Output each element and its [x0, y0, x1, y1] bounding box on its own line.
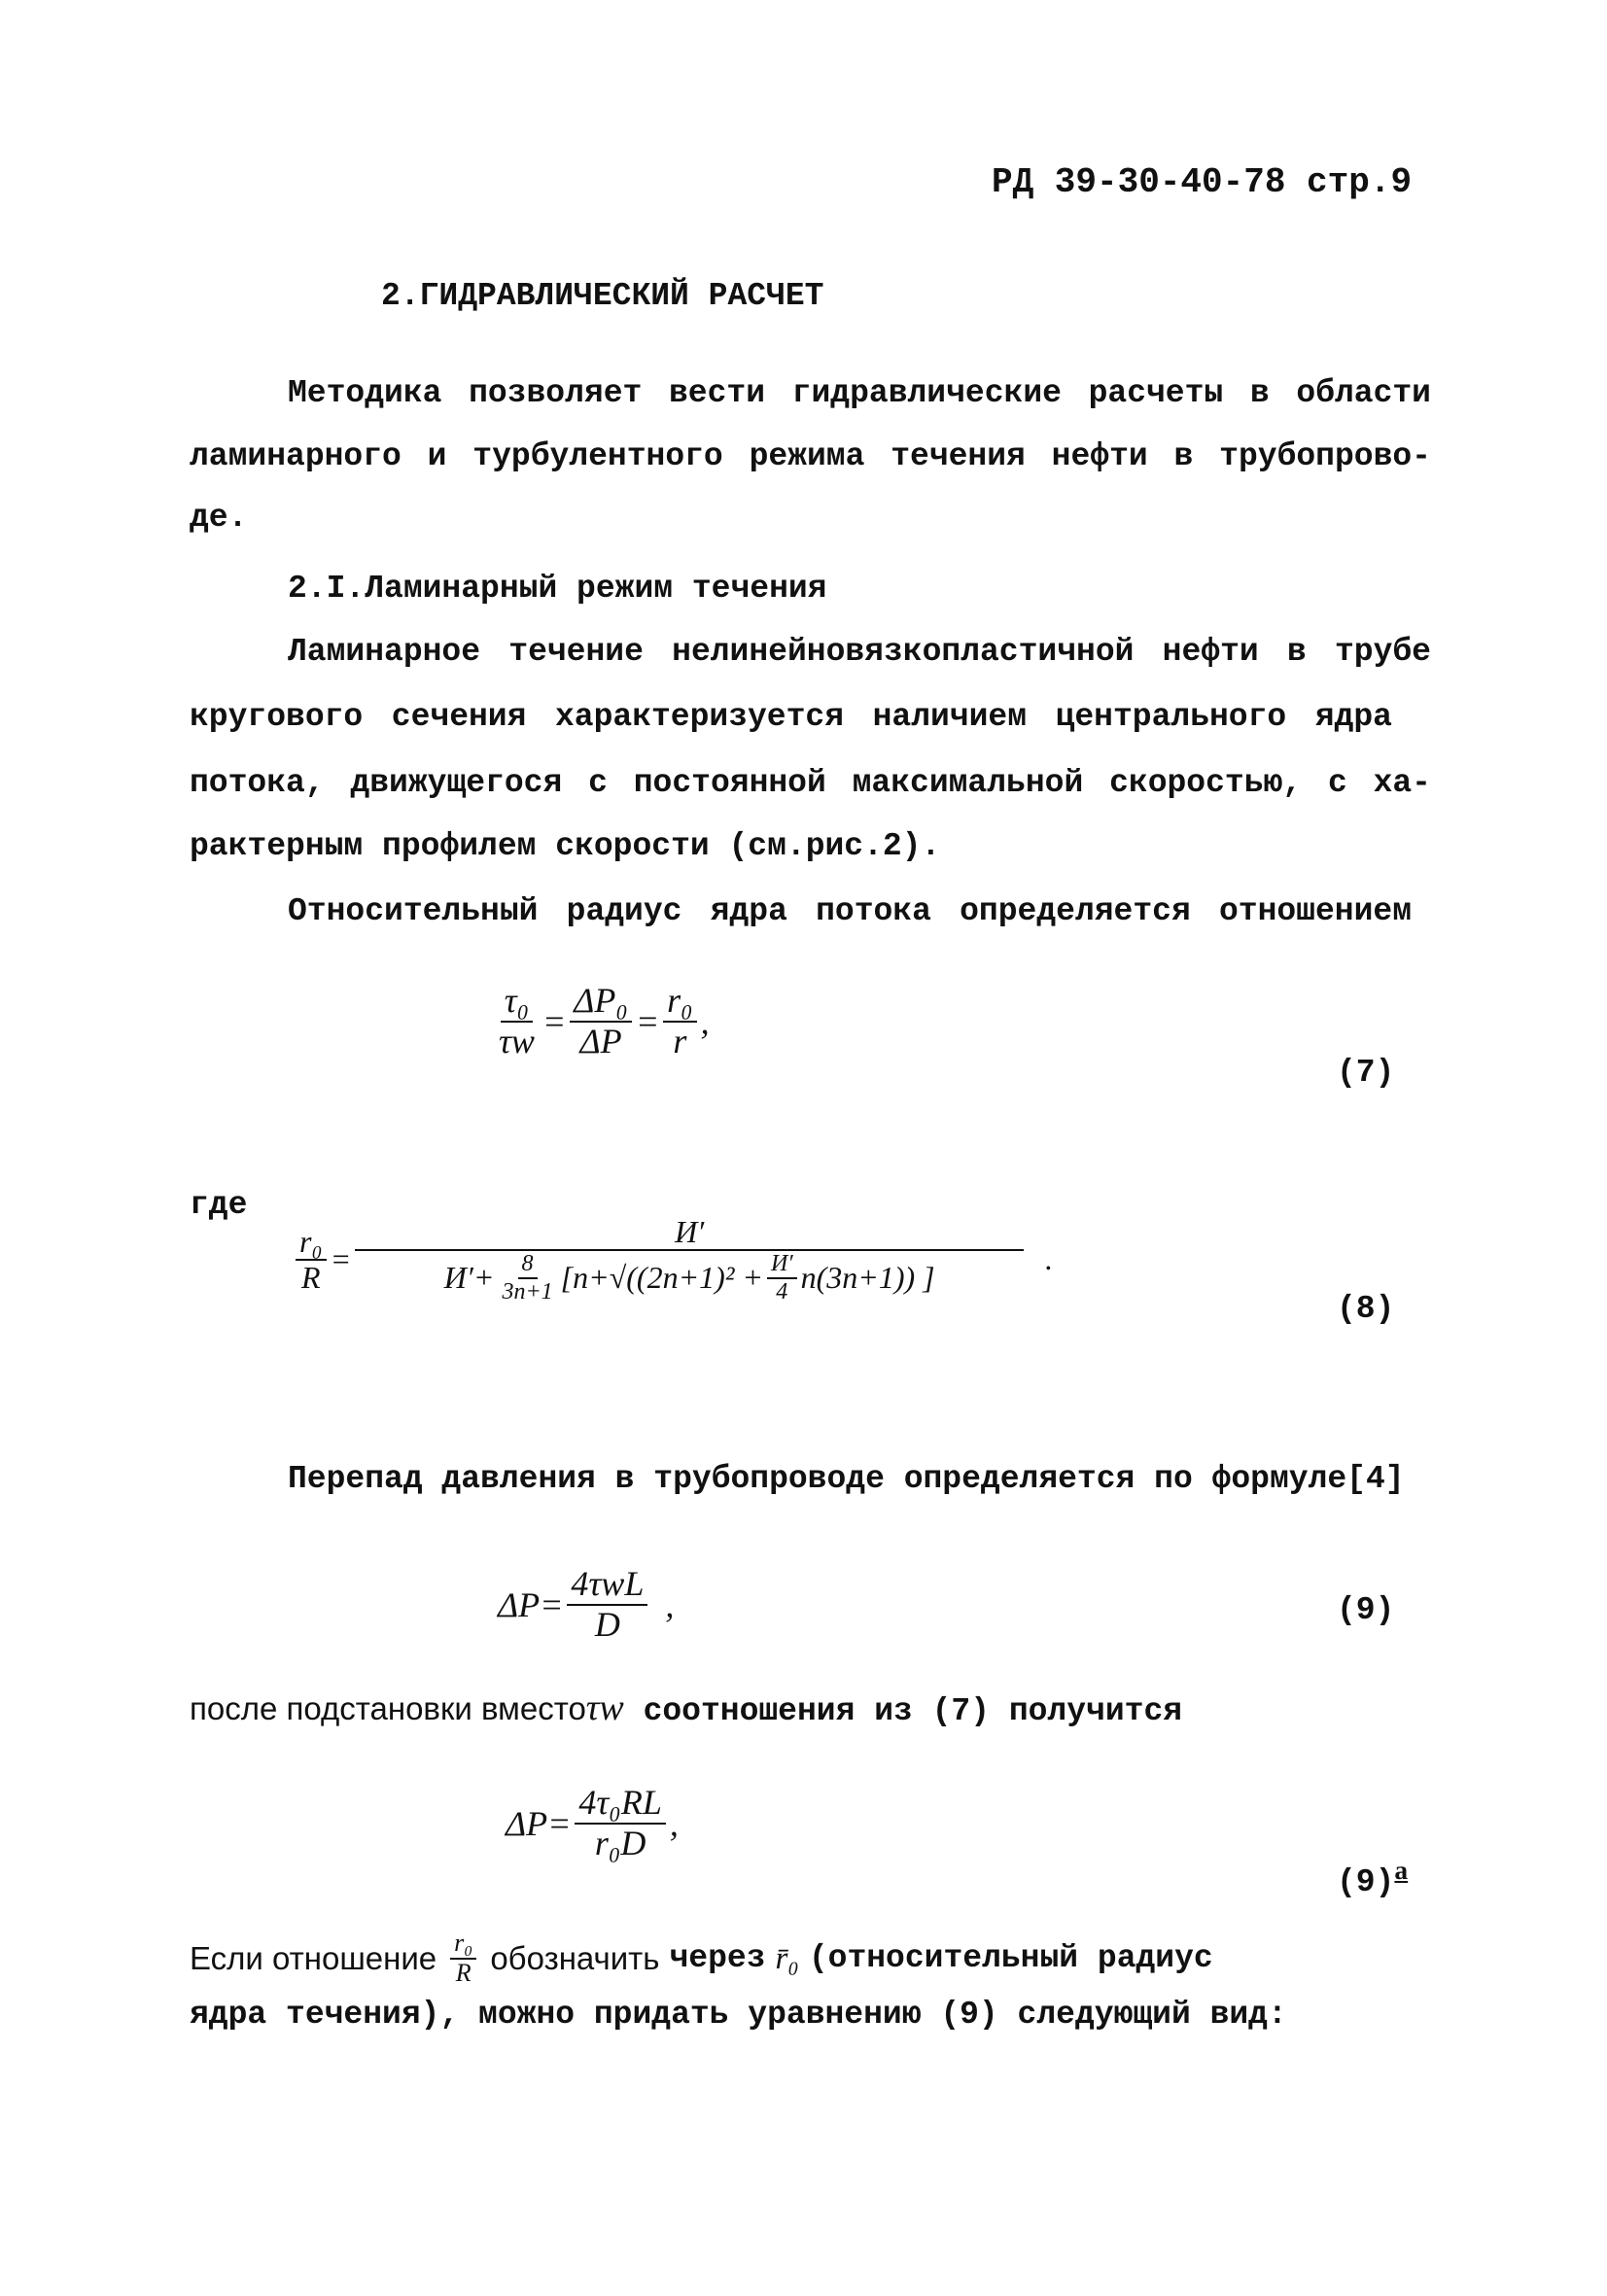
paragraph-line: ядра течения), можно придать уравнению (9) следующий вид:: [190, 1997, 1287, 2033]
fraction-denominator: R: [455, 1958, 472, 1987]
term: И′+: [443, 1259, 495, 1295]
fraction-numerator: 8: [518, 1251, 538, 1278]
fraction-numerator: r₀: [296, 1225, 327, 1261]
symbol: r̄₀: [775, 1940, 799, 1976]
term: ΔP=: [506, 1803, 572, 1843]
text: обозначить: [490, 1939, 660, 1976]
text: (относительный радиус: [808, 1939, 1213, 1976]
fraction-denominator: r₀D: [594, 1823, 646, 1862]
equation-punct: ,: [669, 1803, 679, 1843]
fraction-numerator: r₀: [450, 1930, 476, 1960]
equation-number: (7): [1337, 1055, 1395, 1091]
fraction-numerator: 4τwL: [567, 1565, 647, 1606]
equation-9: [498, 1565, 674, 1644]
fraction-denominator: 4: [776, 1278, 788, 1305]
fraction-numerator: И′: [355, 1215, 1024, 1251]
fraction-numerator: 4τ₀RL: [575, 1784, 665, 1825]
text: через: [669, 1939, 766, 1976]
equation-number: (9): [1337, 1592, 1395, 1628]
symbol: τw: [585, 1687, 624, 1728]
equation-8: $\frac{\text{r₀}}{R}$ = И′ И′+ $\frac{8}{3n+1}$ [n+√((2n+1)² + И′ 4 n(3n+1)) ] .: [292, 1215, 1053, 1305]
text: после подстановки вместо: [190, 1690, 586, 1726]
fraction-denominator: 3n+1: [502, 1278, 553, 1305]
fraction-numerator: τ₀: [501, 982, 533, 1023]
paragraph-line: Относительный радиус ядра потока определяется отношением: [288, 893, 1412, 929]
fraction-denominator: τw: [499, 1021, 535, 1061]
paragraph-line: рактерным профилем скорости (см.рис.2).: [190, 828, 941, 864]
document-code: РД 39-30-40-78 стр.9: [992, 162, 1413, 202]
paragraph-line: Методика позволяет вести гидравлические расчеты в области: [288, 375, 1431, 411]
paragraph-line: [190, 1688, 1182, 1731]
paragraph-line: Перепад давления в трубопроводе определяется по формуле[4]: [288, 1461, 1405, 1497]
equation-punct: .: [1045, 1241, 1054, 1277]
term: [n+√((2n+1)² +: [560, 1259, 763, 1295]
equation-7: $\frac{\text{τ₀}}{\tau w}$ = $\frac{\text{ΔP₀}}{\Delta P}$ = $\frac{\text{r₀}}{r}$ ,: [491, 982, 710, 1061]
section-title: 2.ГИДРАВЛИЧЕСКИЙ РАСЧЕТ: [381, 278, 824, 314]
term: ΔP=: [498, 1584, 564, 1624]
where-label: где: [190, 1187, 248, 1223]
paragraph-line: Ламинарное течение нелинейновязкопластичной нефти в трубе: [288, 634, 1431, 670]
text: соотношения из (7) получится: [643, 1693, 1183, 1729]
equation-9a: [506, 1784, 679, 1862]
paragraph-line: де.: [190, 500, 248, 536]
fraction-denominator: [440, 1251, 939, 1305]
fraction-denominator: r: [673, 1021, 687, 1061]
equation-number-text: (9): [1337, 1864, 1395, 1900]
fraction-denominator: R: [301, 1259, 321, 1295]
paragraph-line: кругового сечения характеризуется наличием центрального ядра: [190, 699, 1392, 735]
text: Если отношение: [190, 1939, 437, 1976]
paragraph-line: [190, 1930, 1213, 1987]
equation-punct: ,: [665, 1584, 675, 1624]
subsection-title: 2.I.Ламинарный режим течения: [288, 571, 827, 607]
fraction-numerator: r₀: [663, 982, 697, 1023]
fraction-denominator: D: [594, 1604, 620, 1644]
equation-number: (8): [1337, 1291, 1395, 1327]
equation-number: [1337, 1855, 1408, 1900]
paragraph-line: ламинарного и турбулентного режима течения нефти в трубопрово-: [190, 438, 1431, 474]
fraction-numerator: И′: [767, 1251, 797, 1278]
term: n(3n+1)) ]: [800, 1259, 935, 1295]
equation-suffix: a: [1394, 1855, 1409, 1885]
paragraph-line: потока, движущегося с постоянной максимальной скоростью, с ха-: [190, 765, 1431, 801]
fraction-numerator: ΔP₀: [570, 982, 632, 1023]
equation-punct: ,: [700, 1001, 710, 1041]
fraction-denominator: ΔP: [579, 1021, 622, 1061]
